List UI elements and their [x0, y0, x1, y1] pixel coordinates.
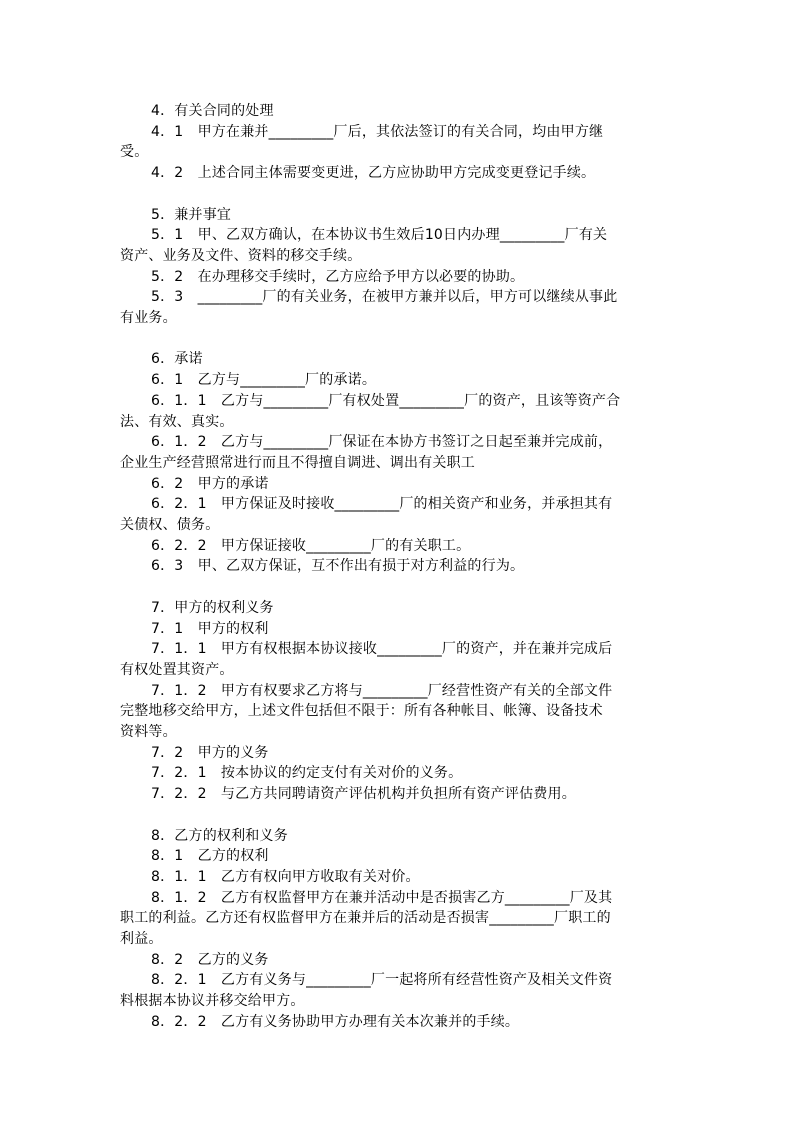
- document-line: 7．2 甲方的义务: [151, 744, 269, 761]
- document-line: 5．1 甲、乙双方确认，在本协议书生效后10日内办理_________厂有关: [151, 227, 608, 244]
- document-line: 7．1．2 甲方有权要求乙方将与_________厂经营性资产有关的全部文件: [151, 682, 613, 699]
- document-line: 8．1 乙方的权利: [151, 848, 269, 865]
- document-line: 有业务。: [120, 310, 177, 326]
- document-line: 8．2．2 乙方有义务协助甲方办理有关本次兼并的手续。: [151, 1013, 520, 1030]
- document-line: 7．2．2 与乙方共同聘请资产评估机构并负担所有资产评估费用。: [151, 786, 576, 803]
- document-line: 8．乙方的权利和义务: [151, 827, 288, 844]
- document-line: 法、有效、真实。: [120, 413, 234, 430]
- document-line: 4．1 甲方在兼并_________厂后，其依法签订的有关合同，均由甲方继: [151, 123, 604, 140]
- document-line: 资料等。: [120, 724, 177, 740]
- document-line: 6．承诺: [151, 351, 203, 368]
- document-line: 6．1 乙方与_________厂的承诺。: [151, 372, 377, 389]
- document-line: 6．2．2 甲方保证接收_________厂的有关职工。: [151, 537, 471, 554]
- document-line: 关债权、债务。: [120, 517, 220, 533]
- document-line: 6．2 甲方的承诺: [151, 475, 269, 492]
- document-line: 6．3 甲、乙双方保证，互不作出有损于对方利益的行为。: [151, 558, 525, 575]
- document-line: 有权处置其资产。: [120, 661, 234, 678]
- document-line: 7．1．1 甲方有权根据本协议接收_________厂的资产，并在兼并完成后: [151, 641, 613, 658]
- document-line: 4．有关合同的处理: [151, 103, 274, 119]
- document-line: 4．2 上述合同主体需要变更进，乙方应协助甲方完成变更登记手续。: [151, 165, 596, 182]
- document-line: 职工的利益。乙方还有权监督甲方在兼并后的活动是否损害_________厂职工的: [120, 910, 611, 927]
- document-line: 5．3 _________厂的有关业务，在被甲方兼并以后，甲方可以继续从事此: [151, 289, 618, 306]
- document-line: 7．2．1 按本协议的约定支付有关对价的义务。: [151, 765, 463, 782]
- document-line: 6．1．2 乙方与_________厂保证在本协方书签订之日起至兼并完成前，: [151, 434, 613, 451]
- document-line: 完整地移交给甲方，上述文件包括但不限于：所有各种帐目、帐簿、设备技术: [120, 703, 603, 720]
- document-line: 利益。: [120, 931, 163, 947]
- document-line: 6．1．1 乙方与_________厂有权处置_________厂的资产，且该等资产合: [151, 392, 621, 409]
- document-line: 资产、业务及文件、资料的移交手续。: [120, 247, 362, 264]
- document-line: 6．2．1 甲方保证及时接收_________厂的相关资产和业务，并承担其有: [151, 496, 613, 513]
- document-line: 8．1．1 乙方有权向甲方收取有关对价。: [151, 868, 420, 885]
- document-line: 5．兼并事宜: [151, 206, 232, 223]
- document-line: 8．2．1 乙方有义务与_________厂一起将所有经营性资产及相关文件资: [151, 972, 613, 989]
- document-line: 7．1 甲方的权利: [151, 620, 269, 637]
- document-line: 企业生产经营照常进行而且不得擅自调进、调出有关职工: [120, 454, 475, 471]
- document-line: 8．1．2 乙方有权监督甲方在兼并活动中是否损害乙方_________厂及其: [151, 889, 613, 906]
- document-line: 受。: [120, 144, 149, 161]
- document-line: 料根据本协议并移交给甲方。: [120, 993, 305, 1010]
- document-line: 7．甲方的权利义务: [151, 599, 274, 616]
- document-line: 5．2 在办理移交手续时，乙方应给予甲方以必要的协助。: [151, 268, 525, 285]
- document-line: 8．2 乙方的义务: [151, 951, 269, 968]
